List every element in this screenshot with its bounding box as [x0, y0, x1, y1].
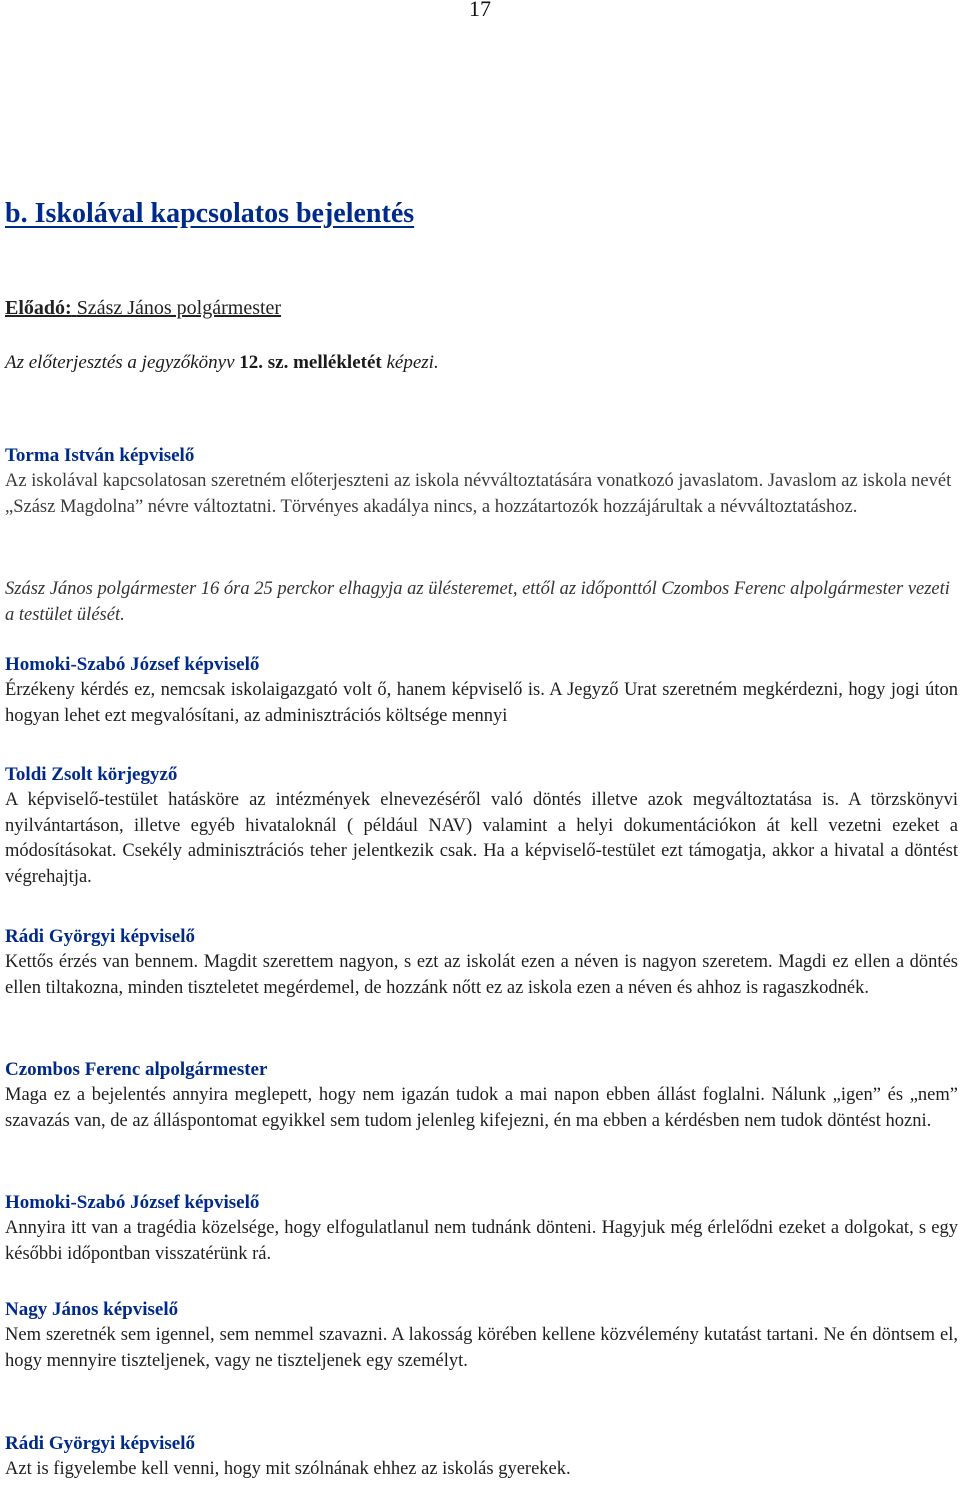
- attachment-note: [5, 352, 439, 374]
- minutes-entry: [5, 1057, 958, 1134]
- speech-text: Nem szeretnék sem igennel, sem nemmel szavazni. A lakosság körében kellene közvélemény kutatást tartani. Ne én döntsem el, hogy mennyire tiszteljenek, vagy ne tiszteljenek egy személyt.: [5, 1325, 958, 1371]
- minutes-entry: [5, 1190, 958, 1267]
- speaker-name: Toldi Zsolt körjegyző: [5, 764, 178, 785]
- speaker-name: Homoki-Szabó József képviselő: [5, 654, 260, 675]
- section-title: b. Iskolával kapcsolatos bejelentés: [5, 198, 415, 229]
- speaker-name: Czombos Ferenc alpolgármester: [5, 1059, 268, 1080]
- speaker-name: Homoki-Szabó József képviselő: [5, 1192, 260, 1213]
- minutes-entry: [5, 652, 958, 729]
- attachment-note-bold: 12. sz. mellékletét: [239, 352, 382, 373]
- minutes-entry: [5, 1431, 958, 1483]
- speech-text: Maga ez a bejelentés annyira meglepett, hogy nem igazán tudok a mai napon ebben állást foglalni. Nálunk „igen” és „nem” szavazás van, de az álláspontomat egyikkel sem tudom jelenleg kifejezni, én ma ebben a kérdésben nem tudok döntést hozni.: [5, 1085, 958, 1131]
- minutes-entry: [5, 762, 958, 890]
- page-number: 17: [469, 0, 491, 21]
- speaker-name: Rádi Györgyi képviselő: [5, 926, 196, 947]
- minutes-entry: [5, 1297, 958, 1374]
- speech-text: Érzékeny kérdés ez, nemcsak iskolaigazgató volt ő, hanem képviselő is. A Jegyző Urat szeretném megkérdezni, hogy jogi úton hogyan lehet ezt megvalósítani, az adminisztrációs költsége mennyi: [5, 680, 958, 726]
- speech-text: Az iskolával kapcsolatosan szeretném előterjeszteni az iskola névváltoztatására vonatkozó javaslatom. Javaslom az iskola nevét „Szász Magdolna” névre változtatni. Törvényes akadálya nincs, a hozzátartozók hozzájárultak a névváltoztatáshoz.: [5, 471, 952, 517]
- speech-text: Annyira itt van a tragédia közelsége, hogy elfogulatlanul nem tudnánk dönteni. Hagyjuk még érlelődni ezeket a dolgokat, s egy későbbi időpontban visszatérünk rá.: [5, 1218, 958, 1264]
- minutes-entry: [5, 443, 958, 520]
- speaker-name: Nagy János képviselő: [5, 1299, 179, 1320]
- speaker-name: Rádi Györgyi képviselő: [5, 1433, 196, 1454]
- presenter-line: [5, 297, 281, 320]
- presenter-name: Szász János polgármester: [76, 297, 282, 319]
- attachment-note-prefix: Az előterjesztés a jegyzőkönyv: [5, 352, 240, 373]
- attachment-note-suffix: képezi.: [381, 352, 439, 373]
- speech-text: A képviselő-testület hatásköre az intézmények elnevezéséről való döntés illetve azok megváltoztatása is. A törzskönyvi nyilvántartáson, illetve egyéb hivataloknál ( például NAV) valamint a helyi dokumentációkon át kell vezetni ezeket a módosításokat. Csekély adminisztrációs teher jelentkezik csak. Ha a képviselő-testület ezt támogatja, akkor a hivatal a döntést végrehajtja.: [5, 790, 958, 887]
- procedural-note: [5, 576, 958, 628]
- speaker-name: Torma István képviselő: [5, 445, 195, 466]
- speech-text: Azt is figyelembe kell venni, hogy mit szólnának ehhez az iskolás gyerekek.: [5, 1459, 571, 1479]
- minutes-entry: [5, 924, 958, 1001]
- presenter-label: Előadó:: [5, 297, 72, 319]
- speech-text: Kettős érzés van bennem. Magdit szerettem nagyon, s ezt az iskolát ezen a néven is nagyon szeretem. Magdi ez ellen a döntés ellen tiltakozna, minden tiszteletet megérdemel, de hozzánk nőtt ez az iskola ezen a néven és ahhoz is ragaszkodnék.: [5, 952, 958, 998]
- procedural-note-text: Szász János polgármester 16 óra 25 perckor elhagyja az ülésteremet, ettől az időponttól Czombos Ferenc alpolgármester vezeti a testület ülését.: [5, 579, 950, 625]
